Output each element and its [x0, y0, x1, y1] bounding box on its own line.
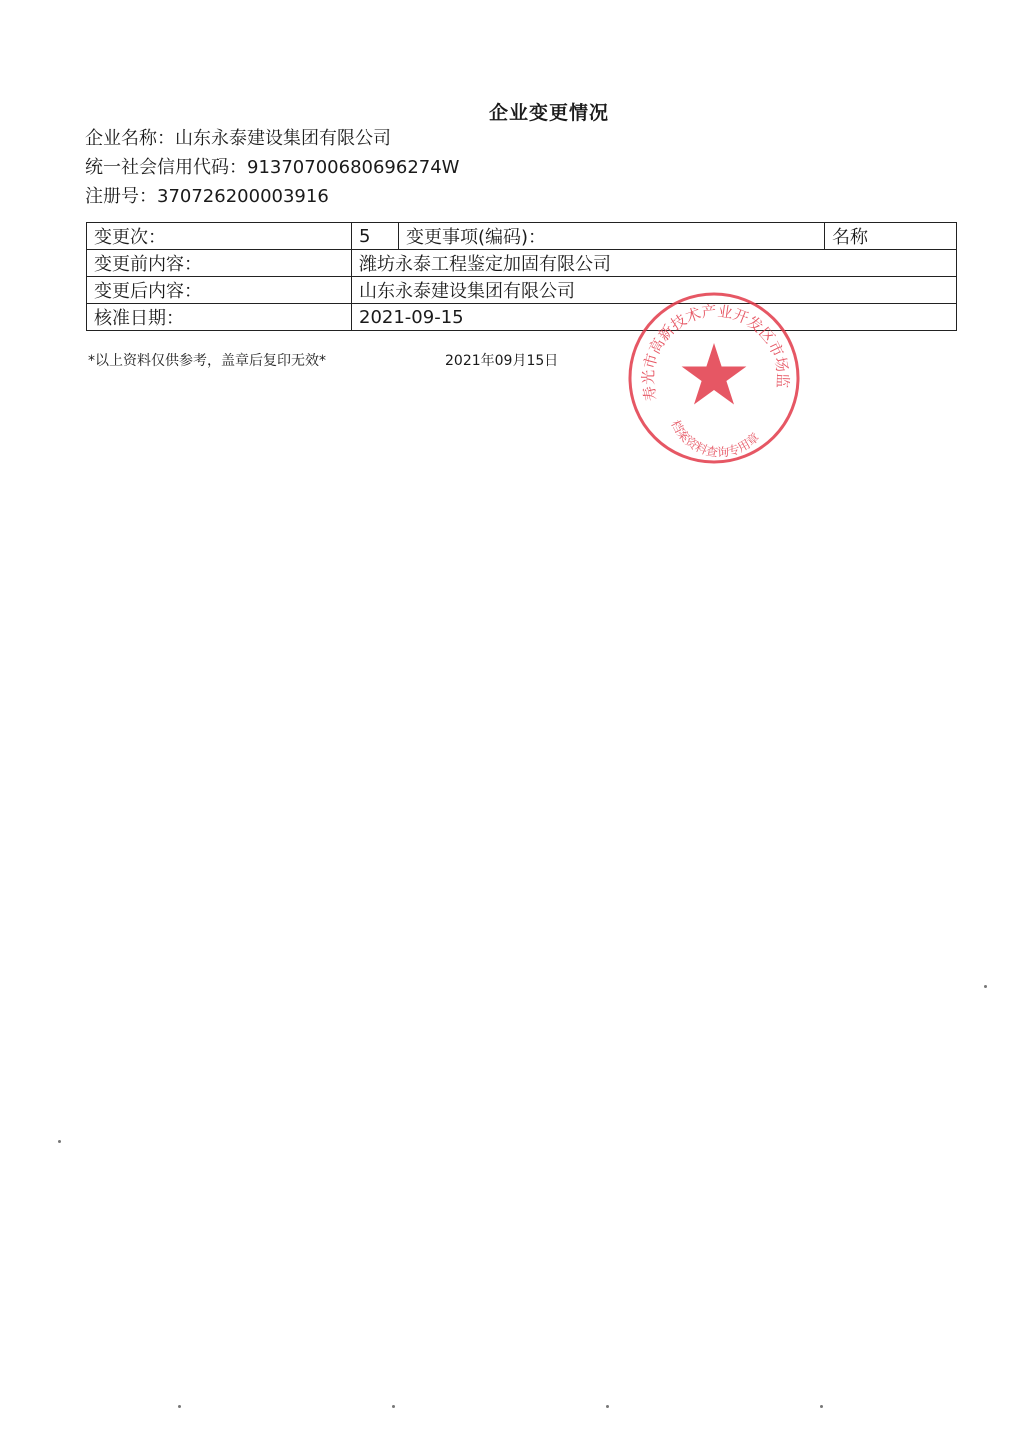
after-content-value: 山东永泰建设集团有限公司 [352, 277, 957, 304]
approval-date-value: 2021-09-15 [352, 304, 957, 331]
issue-date: 2021年09月15日 [445, 353, 559, 369]
table-row [87, 250, 957, 277]
credit-code-value: 91370700680696274W [247, 157, 460, 178]
before-content-label: 变更前内容： [87, 250, 352, 277]
scan-speck [178, 1405, 181, 1408]
table-row [87, 277, 957, 304]
company-name-label: 企业名称： [85, 128, 175, 149]
credit-code-line [85, 155, 459, 181]
seal-arc-text: 寿光市高新技术产业开发区市场监 [639, 302, 792, 403]
page-title: 企业变更情况 [488, 102, 609, 124]
after-content-label: 变更后内容： [87, 277, 352, 304]
disclaimer-note: *以上资料仅供参考，盖章后复印无效* [88, 353, 326, 369]
table-row [87, 304, 957, 331]
seal-sub-text: 档案资料查询专用章 [668, 417, 763, 460]
registration-number-line [85, 184, 329, 210]
company-name-line [85, 126, 391, 152]
change-item-value: 名称 [825, 223, 957, 250]
scan-speck [58, 1140, 61, 1143]
scan-speck [820, 1405, 823, 1408]
scan-speck [606, 1405, 609, 1408]
approval-date-label: 核准日期： [87, 304, 352, 331]
before-content-value: 潍坊永泰工程鉴定加固有限公司 [352, 250, 957, 277]
scan-speck [392, 1405, 395, 1408]
seal-graphic [624, 288, 804, 468]
star-icon [682, 343, 747, 405]
official-seal [624, 288, 804, 468]
change-count-label: 变更次： [87, 223, 352, 250]
credit-code-label: 统一社会信用代码： [85, 157, 247, 178]
change-count-value: 5 [352, 223, 399, 250]
change-record-table [86, 222, 957, 331]
scan-speck [984, 985, 987, 988]
table-row [87, 223, 957, 250]
registration-number-value: 370726200003916 [157, 186, 329, 207]
registration-number-label: 注册号： [85, 186, 157, 207]
company-name-value: 山东永泰建设集团有限公司 [175, 128, 391, 149]
change-item-label: 变更事项(编码)： [399, 223, 825, 250]
